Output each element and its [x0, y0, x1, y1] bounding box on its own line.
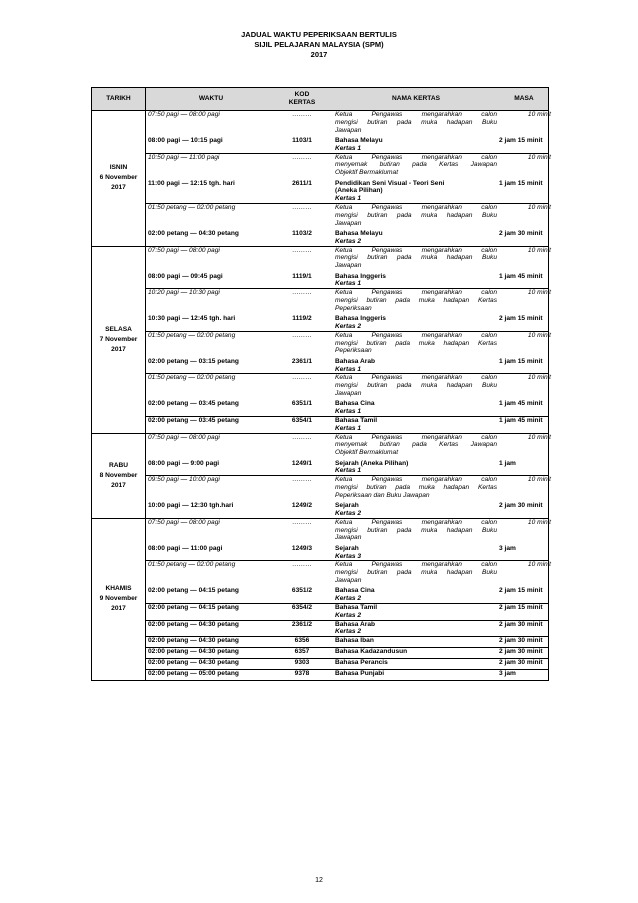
paper-name-line: Bahasa Iban [335, 637, 374, 645]
page-number: 12 [315, 877, 323, 884]
day-cell [92, 433, 146, 518]
paper-code: ……… [292, 561, 312, 569]
paper-name-line: Kertas 1 [335, 280, 362, 288]
day-year: 2017 [111, 345, 126, 353]
session-time: 01:50 petang — 02:00 petang [148, 374, 236, 382]
paper-name-line: Objektif Bermaklumat [335, 169, 399, 177]
table-row [92, 230, 549, 246]
paper-name-line: Peperiksaan [335, 304, 372, 312]
paper-name [330, 587, 497, 603]
paper-name-line: Kertas 1 [335, 365, 362, 373]
paper-name-line: Ketua Pengawas mengarahkan calon [335, 374, 497, 382]
paper-code: 9378 [294, 670, 310, 678]
session-time: 02:00 petang — 03:15 petang [148, 357, 239, 365]
paper-name-line: Ketua Pengawas mengarahkan calon [335, 203, 497, 211]
paper-code: 1249/3 [291, 544, 313, 552]
paper-name-line: mengisi butiran pada muka hadapan Buku [335, 526, 497, 534]
paper-name-line: Kertas 2 [335, 237, 362, 245]
duration: 2 jam 30 minit [499, 502, 543, 510]
paper-name-line: mengisi butiran pada muka hadapan Buku [335, 382, 497, 390]
paper-name-line: mengisi butiran pada muka hadapan Buku [335, 211, 497, 219]
table-row [92, 289, 549, 316]
day-name: RABU [108, 461, 129, 469]
session-time: 07:50 pagi — 08:00 pagi [148, 518, 220, 526]
paper-code: 2361/2 [291, 620, 313, 628]
paper-name-line: Bahasa Inggeris [335, 272, 386, 280]
duration: 1 jam 15 minit [499, 357, 543, 365]
paper-name-line: Bahasa Perancis [335, 659, 388, 667]
paper-name [330, 670, 497, 680]
paper-name [330, 137, 497, 153]
paper-name [330, 111, 497, 137]
paper-name-line: Bahasa Punjabi [335, 670, 385, 678]
duration: 1 jam [499, 459, 516, 467]
paper-code: 1249/1 [291, 459, 313, 467]
paper-name-line: Bahasa Melayu [335, 229, 383, 237]
paper-name-line: menyemak butiran pada Kertas Jawapan [335, 441, 497, 449]
paper-name-line: Ketua Pengawas mengarahkan calon [335, 111, 497, 118]
paper-name [330, 621, 497, 637]
document-title-line-1: JADUAL WAKTU PEPERIKSAAN BERTULIS [241, 30, 397, 39]
paper-name-line: Kertas 1 [335, 467, 362, 475]
table-row [92, 502, 549, 518]
paper-name [330, 519, 497, 545]
paper-name-line: mengisi butiran pada muka hadapan Kertas [335, 339, 497, 347]
paper-code: 1119/2 [292, 315, 312, 323]
day-date: 9 November [99, 595, 138, 603]
paper-code: ……… [292, 476, 312, 484]
document-title-year: 2017 [310, 50, 328, 59]
session-time: 08:00 pagi — 10:15 pagi [148, 137, 223, 144]
paper-name-line: Kertas 1 [335, 424, 362, 432]
paper-name-line: Objektif Bermaklumat [335, 449, 399, 457]
paper-name-line: Jawapan [335, 219, 362, 227]
table-row [92, 460, 549, 476]
paper-name-line: mengisi butiran pada muka hadapan Buku [335, 118, 497, 126]
paper-code: 6351/2 [291, 587, 313, 595]
paper-name [330, 434, 497, 460]
paper-name-line: Kertas 1 [335, 195, 362, 203]
paper-name-line: Kertas 1 [335, 144, 362, 152]
paper-name-line: Pendidikan Seni Visual - Teori Seni [335, 179, 445, 187]
session-time: 02:00 petang — 04:30 petang [148, 229, 239, 237]
session-time: 11:00 pagi — 12:15 tgh. hari [148, 179, 235, 187]
table-row [92, 637, 549, 648]
duration: 2 jam 30 minit [499, 229, 543, 237]
paper-name-line: Bahasa Kadazandusun [335, 648, 408, 656]
table-row [92, 137, 549, 153]
duration: 10 minit [527, 476, 551, 484]
paper-name-line: Peperiksaan dan Buku Jawapan [335, 491, 430, 499]
paper-code: ……… [292, 374, 312, 382]
paper-name-line: Ketua Pengawas mengarahkan calon [335, 246, 497, 254]
session-time: 08:00 pagi — 09:45 pagi [148, 272, 223, 280]
paper-name-line: Kertas 2 [335, 595, 362, 603]
table-row [92, 331, 549, 358]
session-time: 02:00 petang — 04:30 petang [148, 620, 239, 628]
table-row [92, 180, 549, 204]
paper-code: 6351/1 [291, 400, 313, 408]
duration: 10 minit [527, 203, 551, 211]
day-name: ISNIN [109, 164, 128, 172]
paper-name-line: Sejarah (Aneka Pilihan) [335, 459, 409, 467]
paper-code: ……… [292, 153, 312, 161]
day-cell [92, 518, 146, 680]
paper-name-line: Ketua Pengawas mengarahkan calon [335, 153, 497, 161]
paper-name [330, 374, 497, 400]
table-row [92, 203, 549, 230]
paper-code: 1103/1 [292, 137, 312, 144]
paper-name-line: Kertas 3 [335, 552, 362, 560]
duration: 2 jam 30 minit [499, 637, 543, 645]
session-time: 10:00 pagi — 12:30 tgh.hari [148, 502, 234, 510]
paper-name-line: Kertas 2 [335, 322, 362, 330]
table-row [92, 648, 549, 659]
duration: 10 minit [527, 111, 551, 118]
session-time: 07:50 pagi — 08:00 pagi [148, 111, 220, 118]
table-row [92, 153, 549, 180]
paper-name-line: Sejarah [335, 544, 359, 552]
duration: 10 minit [527, 433, 551, 441]
table-row [92, 587, 549, 603]
session-time: 02:00 petang — 05:00 petang [148, 670, 239, 678]
duration: 2 jam 15 minit [499, 315, 543, 323]
day-name: KHAMIS [105, 585, 132, 593]
session-time: 02:00 petang — 03:45 petang [148, 400, 239, 408]
table-row [92, 518, 549, 545]
paper-name [330, 502, 497, 518]
paper-code: ……… [292, 331, 312, 339]
paper-name-line: Ketua Pengawas mengarahkan calon [335, 289, 497, 297]
table-row [92, 545, 549, 561]
paper-name-line: menyemak butiran pada Kertas Jawapan [335, 161, 497, 169]
paper-name [330, 460, 497, 476]
table-row [92, 620, 549, 637]
day-name: SELASA [105, 325, 132, 333]
paper-name-line: Kertas 2 [335, 611, 362, 619]
session-time: 02:00 petang — 04:30 petang [148, 637, 239, 645]
paper-name [330, 476, 497, 502]
paper-name-line: Bahasa Cina [335, 587, 375, 595]
paper-code: ……… [292, 433, 312, 441]
exam-timetable [91, 87, 549, 681]
paper-code: ……… [292, 111, 312, 118]
paper-name-line: Bahasa Melayu [335, 137, 383, 144]
paper-name-line: mengisi butiran pada muka hadapan Kertas [335, 296, 497, 304]
paper-name-line: Ketua Pengawas mengarahkan calon [335, 561, 497, 569]
paper-code: 9303 [294, 659, 310, 667]
table-row [92, 670, 549, 681]
session-time: 01:50 petang — 02:00 petang [148, 561, 236, 569]
paper-name-line: Jawapan [335, 534, 362, 542]
paper-name-line: Ketua Pengawas mengarahkan calon [335, 476, 497, 484]
paper-name-line: mengisi butiran pada muka hadapan Buku [335, 569, 497, 577]
duration: 10 minit [527, 561, 551, 569]
day-year: 2017 [111, 184, 126, 192]
paper-name-line: Kertas 2 [335, 509, 362, 517]
duration: 10 minit [527, 153, 551, 161]
session-time: 10:50 pagi — 11:00 pagi [148, 153, 220, 161]
paper-name-line: Ketua Pengawas mengarahkan calon [335, 331, 497, 339]
paper-name [330, 358, 497, 374]
duration: 3 jam [499, 544, 516, 552]
table-row [92, 476, 549, 503]
header-tarikh: TARIKH [92, 88, 146, 111]
paper-name-line: Bahasa Cina [335, 400, 375, 408]
paper-code: 1103/2 [292, 229, 312, 237]
session-time: 07:50 pagi — 08:00 pagi [148, 246, 220, 254]
paper-code: ……… [292, 203, 312, 211]
duration: 2 jam 15 minit [499, 137, 543, 144]
paper-name-line: Jawapan [335, 389, 362, 397]
session-time: 10:20 pagi — 10:30 pagi [148, 289, 220, 297]
day-date: 6 November [99, 174, 138, 182]
paper-name-line: mengisi butiran pada muka hadapan Kertas [335, 483, 497, 491]
paper-name-line: Kertas 1 [335, 408, 362, 416]
duration: 10 minit [527, 518, 551, 526]
table-row [92, 273, 549, 289]
table-row [92, 416, 549, 433]
duration: 1 jam 45 minit [499, 416, 543, 424]
paper-code: 6357 [294, 648, 310, 656]
paper-name-line: Bahasa Tamil [335, 416, 378, 424]
paper-name [330, 273, 497, 289]
paper-name-line: Bahasa Inggeris [335, 315, 386, 323]
session-time: 02:00 petang — 03:45 petang [148, 416, 239, 424]
paper-name-line: Sejarah [335, 502, 359, 510]
paper-name-line: Bahasa Arab [335, 357, 376, 365]
session-time: 02:00 petang — 04:30 petang [148, 659, 239, 667]
duration: 2 jam 30 minit [499, 659, 543, 667]
paper-name [330, 648, 497, 658]
session-time: 08:00 pagi — 9:00 pagi [148, 459, 220, 467]
duration: 1 jam 45 minit [499, 400, 543, 408]
document-title-line-2: SIJIL PELAJARAN MALAYSIA (SPM) [254, 40, 384, 49]
session-time: 09:50 pagi — 10:00 pagi [148, 476, 220, 484]
day-year: 2017 [111, 605, 126, 613]
paper-name-line: mengisi butiran pada muka hadapan Buku [335, 254, 497, 262]
table-row [92, 433, 549, 460]
header-masa: MASA [514, 95, 534, 102]
table-row [92, 659, 549, 670]
day-date: 8 November [99, 471, 138, 479]
paper-name-line: (Aneka Pilihan) [335, 187, 383, 195]
session-time: 01:50 petang — 02:00 petang [148, 331, 236, 339]
table-header-row [92, 88, 549, 111]
table-row [92, 603, 549, 620]
paper-name-line: Jawapan [335, 262, 362, 270]
paper-name [330, 400, 497, 416]
paper-code: 6356 [294, 637, 310, 645]
paper-name [330, 417, 497, 433]
paper-name [330, 180, 497, 203]
paper-name-line: Peperiksaan [335, 347, 372, 355]
duration: 10 minit [527, 374, 551, 382]
paper-code: ……… [292, 246, 312, 254]
paper-name [330, 154, 497, 180]
day-date: 7 November [99, 335, 138, 343]
header-waktu: WAKTU [198, 95, 224, 102]
paper-name [330, 204, 497, 230]
duration: 2 jam 15 minit [499, 587, 543, 595]
header-nama-kertas: NAMA KERTAS [392, 95, 440, 102]
paper-name [330, 545, 497, 561]
paper-name-line: Jawapan [335, 576, 362, 584]
paper-name-line: Ketua Pengawas mengarahkan calon [335, 518, 497, 526]
duration: 10 minit [527, 289, 551, 297]
paper-code: 6354/1 [291, 416, 313, 424]
paper-code: 1249/2 [291, 502, 313, 510]
session-time: 02:00 petang — 04:15 petang [148, 587, 239, 595]
session-time: 02:00 petang — 04:30 petang [148, 648, 239, 656]
paper-name-line: Ketua Pengawas mengarahkan calon [335, 433, 497, 441]
paper-code: 1119/1 [292, 272, 312, 280]
paper-code: ……… [292, 289, 312, 297]
session-time: 07:50 pagi — 08:00 pagi [148, 433, 220, 441]
table-row [92, 374, 549, 401]
table-row [92, 561, 549, 588]
paper-name [330, 561, 497, 587]
duration: 2 jam 30 minit [499, 620, 543, 628]
paper-name-line: Bahasa Tamil [335, 603, 378, 611]
duration: 1 jam 15 minit [499, 179, 543, 187]
table-row [92, 111, 549, 138]
table-row [92, 315, 549, 331]
duration: 10 minit [527, 331, 551, 339]
paper-name [330, 637, 497, 647]
table-row [92, 400, 549, 416]
paper-name [330, 230, 497, 246]
paper-name-line: Bahasa Arab [335, 620, 376, 628]
day-cell [92, 111, 146, 247]
duration: 2 jam 30 minit [499, 648, 543, 656]
table-row [92, 246, 549, 273]
paper-name [330, 289, 497, 315]
paper-name-line: Kertas 2 [335, 628, 362, 636]
session-time: 01:50 petang — 02:00 petang [148, 203, 236, 211]
paper-code: 2361/1 [291, 357, 313, 365]
day-year: 2017 [111, 481, 126, 489]
paper-name-line: Jawapan [335, 126, 362, 134]
paper-code: 6354/2 [291, 603, 313, 611]
paper-code: ……… [292, 518, 312, 526]
duration: 10 minit [527, 246, 551, 254]
session-time: 10:30 pagi — 12:45 tgh. hari [148, 315, 236, 323]
table-row [92, 358, 549, 374]
duration: 2 jam 15 minit [499, 603, 543, 611]
paper-name [330, 315, 497, 331]
duration: 3 jam [499, 670, 516, 678]
session-time: 02:00 petang — 04:15 petang [148, 603, 239, 611]
paper-name [330, 332, 497, 358]
duration: 1 jam 45 minit [499, 272, 543, 280]
paper-name [330, 247, 497, 273]
paper-code: 2611/1 [292, 179, 312, 187]
header-kod-kertas: KOD KERTAS [288, 91, 316, 106]
session-time: 08:00 pagi — 11:00 pagi [148, 544, 223, 552]
paper-name [330, 659, 497, 669]
paper-name [330, 604, 497, 620]
day-cell [92, 246, 146, 433]
